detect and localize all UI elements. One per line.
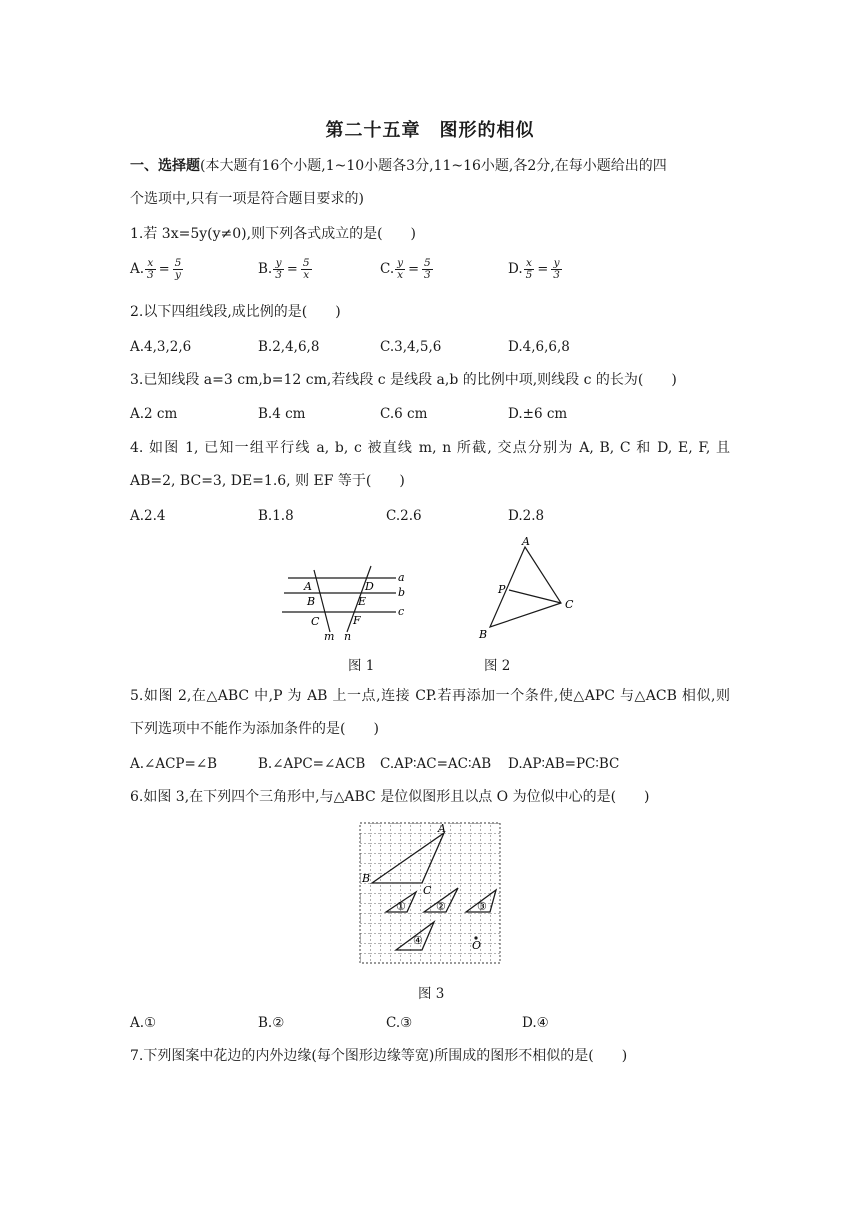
- label-A: A: [522, 535, 530, 548]
- q7-stem: 7.下列图案中花边的内外边缘(每个图形边缘等宽)所围成的图形不相似的是( ): [130, 1048, 628, 1064]
- label-B: B: [479, 628, 488, 641]
- q1-option-b[interactable]: B. $\frac{y}{3}$ = $\frac{5}{x}$: [258, 257, 310, 281]
- q1-option-c[interactable]: C. $\frac{y}{x}$ = $\frac{5}{3}$: [380, 257, 431, 281]
- label-4: ④: [413, 934, 423, 947]
- label-F: F: [353, 614, 361, 627]
- label-2: ②: [436, 900, 446, 913]
- q3-stem: 3.已知线段 a=3 cm,b=12 cm,若线段 c 是线段 a,b 的比例中项,则线段 c 的长为( ): [130, 372, 677, 388]
- label-B: B: [362, 872, 371, 885]
- q1-stem: 1.若 3x=5y(y≠0),则下列各式成立的是( ): [130, 226, 417, 242]
- q5-option-c[interactable]: C.AP∶AC=AC∶AB: [380, 756, 492, 772]
- q2-stem: 2.以下四组线段,成比例的是( ): [130, 304, 341, 320]
- label-C: C: [311, 615, 320, 628]
- label-P: P: [498, 583, 506, 596]
- label-C: C: [565, 598, 574, 611]
- label-A: A: [438, 822, 446, 835]
- q6-stem: 6.如图 3,在下列四个三角形中,与△ABC 是位似图形且以点 O 为位似中心的是( ): [130, 789, 650, 805]
- q6-option-d[interactable]: D.④: [522, 1015, 549, 1031]
- q3-option-d[interactable]: D.±6 cm: [508, 406, 568, 422]
- section-header: [130, 156, 667, 176]
- section-description-2: 个选项中,只有一项是符合题目要求的): [130, 191, 364, 207]
- label-A: A: [304, 580, 312, 593]
- figure-2-caption: 图 2: [484, 658, 511, 674]
- label-O: O: [472, 939, 482, 952]
- q5-stem-2: 下列选项中不能作为添加条件的是( ): [130, 721, 379, 737]
- q5-option-b[interactable]: B.∠APC=∠ACB: [258, 756, 366, 772]
- label-3: ③: [477, 900, 487, 913]
- q2-option-b[interactable]: B.2,4,6,8: [258, 339, 320, 355]
- q1-option-a[interactable]: A. $\frac{x}{3}$ = $\frac{5}{y}$: [130, 257, 182, 281]
- q4-option-b[interactable]: B.1.8: [258, 508, 294, 524]
- figure-3-caption: 图 3: [418, 986, 445, 1002]
- figure-2-triangle: [470, 532, 590, 642]
- q2-option-a[interactable]: A.4,3,2,6: [130, 339, 192, 355]
- label-m: m: [324, 630, 335, 643]
- q4-stem-1: 4. 如图 1, 已知一组平行线 a, b, c 被直线 m, n 所截, 交点分别为 A, B, C 和 D, E, F, 且: [130, 440, 730, 456]
- q5-option-d[interactable]: D.AP∶AB=PC∶BC: [508, 756, 620, 772]
- label-a: a: [398, 571, 405, 584]
- label-1: ①: [396, 900, 406, 913]
- label-E: E: [358, 595, 367, 608]
- q6-option-b[interactable]: B.②: [258, 1015, 285, 1031]
- q3-option-c[interactable]: C.6 cm: [380, 406, 428, 422]
- q4-option-d[interactable]: D.2.8: [508, 508, 545, 524]
- label-c: c: [398, 605, 405, 618]
- figure-1-parallel-lines: [276, 562, 416, 644]
- label-D: D: [365, 580, 374, 593]
- q6-option-c[interactable]: C.③: [386, 1015, 413, 1031]
- section-description-1: (本大题有16个小题,1~10小题各3分,11~16小题,各2分,在每小题给出的四: [200, 158, 667, 174]
- q1-option-d[interactable]: D. $\frac{x}{5}$ = $\frac{y}{3}$: [508, 257, 560, 281]
- q6-option-a[interactable]: A.①: [130, 1015, 157, 1031]
- q5-option-a[interactable]: A.∠ACP=∠B: [130, 756, 218, 772]
- label-n: n: [344, 630, 352, 643]
- label-C: C: [423, 884, 432, 897]
- page-title: 第二十五章 图形的相似: [325, 120, 535, 141]
- q2-option-d[interactable]: D.4,6,6,8: [508, 339, 570, 355]
- figure-3-grid: [352, 818, 504, 966]
- q3-option-a[interactable]: A.2 cm: [130, 406, 178, 422]
- q5-stem-1: 5.如图 2,在△ABC 中,P 为 AB 上一点,连接 CP.若再添加一个条件,使△APC 与△ACB 相似,则: [130, 688, 730, 704]
- q4-option-c[interactable]: C.2.6: [386, 508, 422, 524]
- q4-stem-2: AB=2, BC=3, DE=1.6, 则 EF 等于( ): [130, 473, 405, 489]
- q2-option-c[interactable]: C.3,4,5,6: [380, 339, 442, 355]
- q4-option-a[interactable]: A.2.4: [130, 508, 166, 524]
- section-heading: 一、选择题: [130, 158, 200, 174]
- label-b: b: [398, 586, 406, 599]
- label-B: B: [307, 595, 316, 608]
- q3-option-b[interactable]: B.4 cm: [258, 406, 306, 422]
- figure-1-caption: 图 1: [348, 658, 375, 674]
